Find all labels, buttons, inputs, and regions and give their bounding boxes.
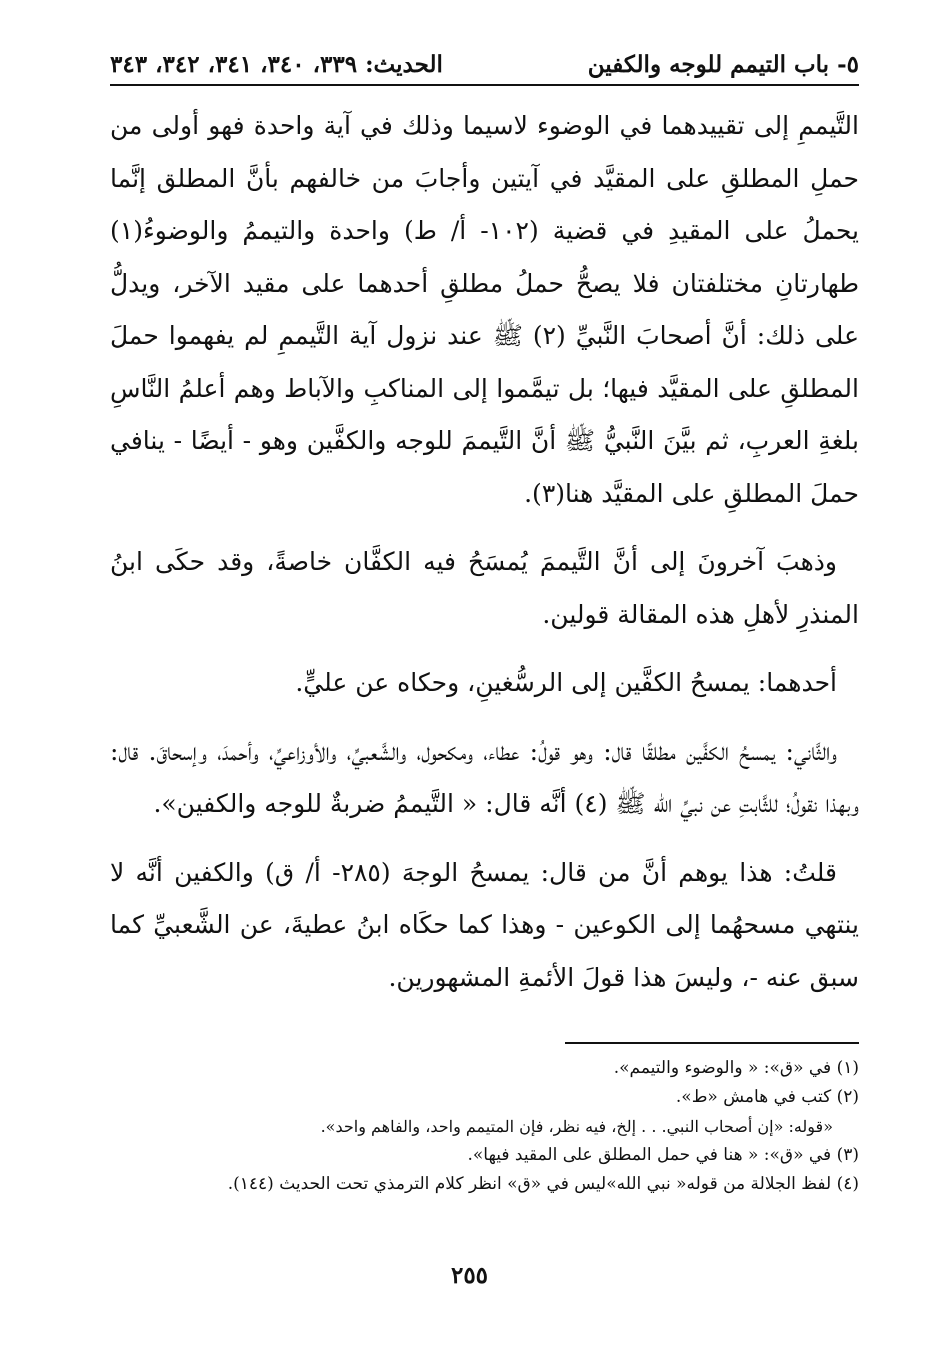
footnote-1: (١) في «ق»: « والوضوء والتيمم». [613,1058,859,1078]
paragraph: أحدهما: يمسحُ الكفَّين إلى الرسُّغينِ، وحكاه عن عليٍّ. [295,668,837,697]
footnote-4: (٤) لفظ الجلالة من قوله« نبي الله»ليس في «ق» انظر كلام الترمذي تحت الحديث (١٤٤). [227,1174,859,1194]
footnotes [110,1054,859,1199]
hadith-numbers: الحديث: ٣٣٩، ٣٤٠، ٣٤١، ٣٤٢، ٣٤٣ [110,51,443,78]
paragraph: التَّيممِ إلى تقييدهما في الوضوء لاسيما وذلك في آية واحدة فهو أولى من حملِ المطلقِ على المقيَّد في آيتين وأجابَ من خالفهم بأنَّ المطلق إنَّما يحملُ على المقيدِ في قضية (١٠٢- أ/ ط) واحدة والتيممُ والوضوءُ(١) طهارتانِ مختلفتان فلا يصحُّ حملُ مطلقِ أحدهما على مقيد الآخر، ويدلُّ على ذلك: أنَّ أصحابَ النَّبيِّ (٢) ﷺ عند نزول آية التَّيممِ لم يفهموا حملَ المطلقِ على المقيَّد فيها؛ بل تيمَّموا إلى المناكبِ والآباط وهم أعلمُ النَّاسِ بلغةِ العربِ، ثم بيَّنَ النَّبيُّ ﷺ أنَّ التَّيممَ للوجه والكفَّين وهو - أيضًا - ينافي حملَ المطلقِ على المقيَّد هنا(٣). [110,111,859,508]
footnote-2: (٢) كتب في هامش «ط». [675,1087,859,1107]
footnote-2-comment: «قوله: «إن أصحاب النبي. . . إلخ، فيه نظر، فإن المتيمم واحد، والفاهم واحد». [320,1117,833,1136]
header-divider [110,84,859,86]
main-text [110,100,859,1004]
paragraph: وذهبَ آخرونَ إلى أنَّ التَّيممَ يُمسَحُ فيه الكفَّان خاصةً، وقد حكَى ابنُ المنذرِ لأهلِ هذه المقالة قولين. [110,547,859,629]
paragraph: قلتُ: هذا يوهم أنَّ من قال: يمسحُ الوجهَ (٢٨٥- أ/ ق) والكفين أنَّه لا ينتهي مسحهُما إلى الكوعين - وهذا كما حكَاه ابنُ عطيةَ، عن الشَّعبيِّ كما سبق عنه -، وليسَ هذا قولَ الأئمةِ المشهورين. [110,857,859,992]
paragraph: والثَّاني: يمسحُ الكفَّين مطلقًا قال: وهو قولُ: عطاء، ومكحول، والشَّعبيِّ، والأوزاعيِّ، وأحمدَ، وإسحاقَ. قال: وبهذا نقولُ؛ للثَّابتِ عن نبيِّ الله ﷺ (٤) أنَّه قال: « التَّيممُ ضربةٌ للوجه والكفين». [110,736,859,818]
chapter-title: ٥- باب التيمم للوجه والكفين [587,51,859,78]
page-number: ٢٥٥ [450,1262,489,1289]
footnote-3: (٣) في «ق»: « هنا في حمل المطلق على المقيد فيها». [467,1145,859,1165]
running-header [110,40,859,80]
footnote-divider [565,1042,859,1044]
